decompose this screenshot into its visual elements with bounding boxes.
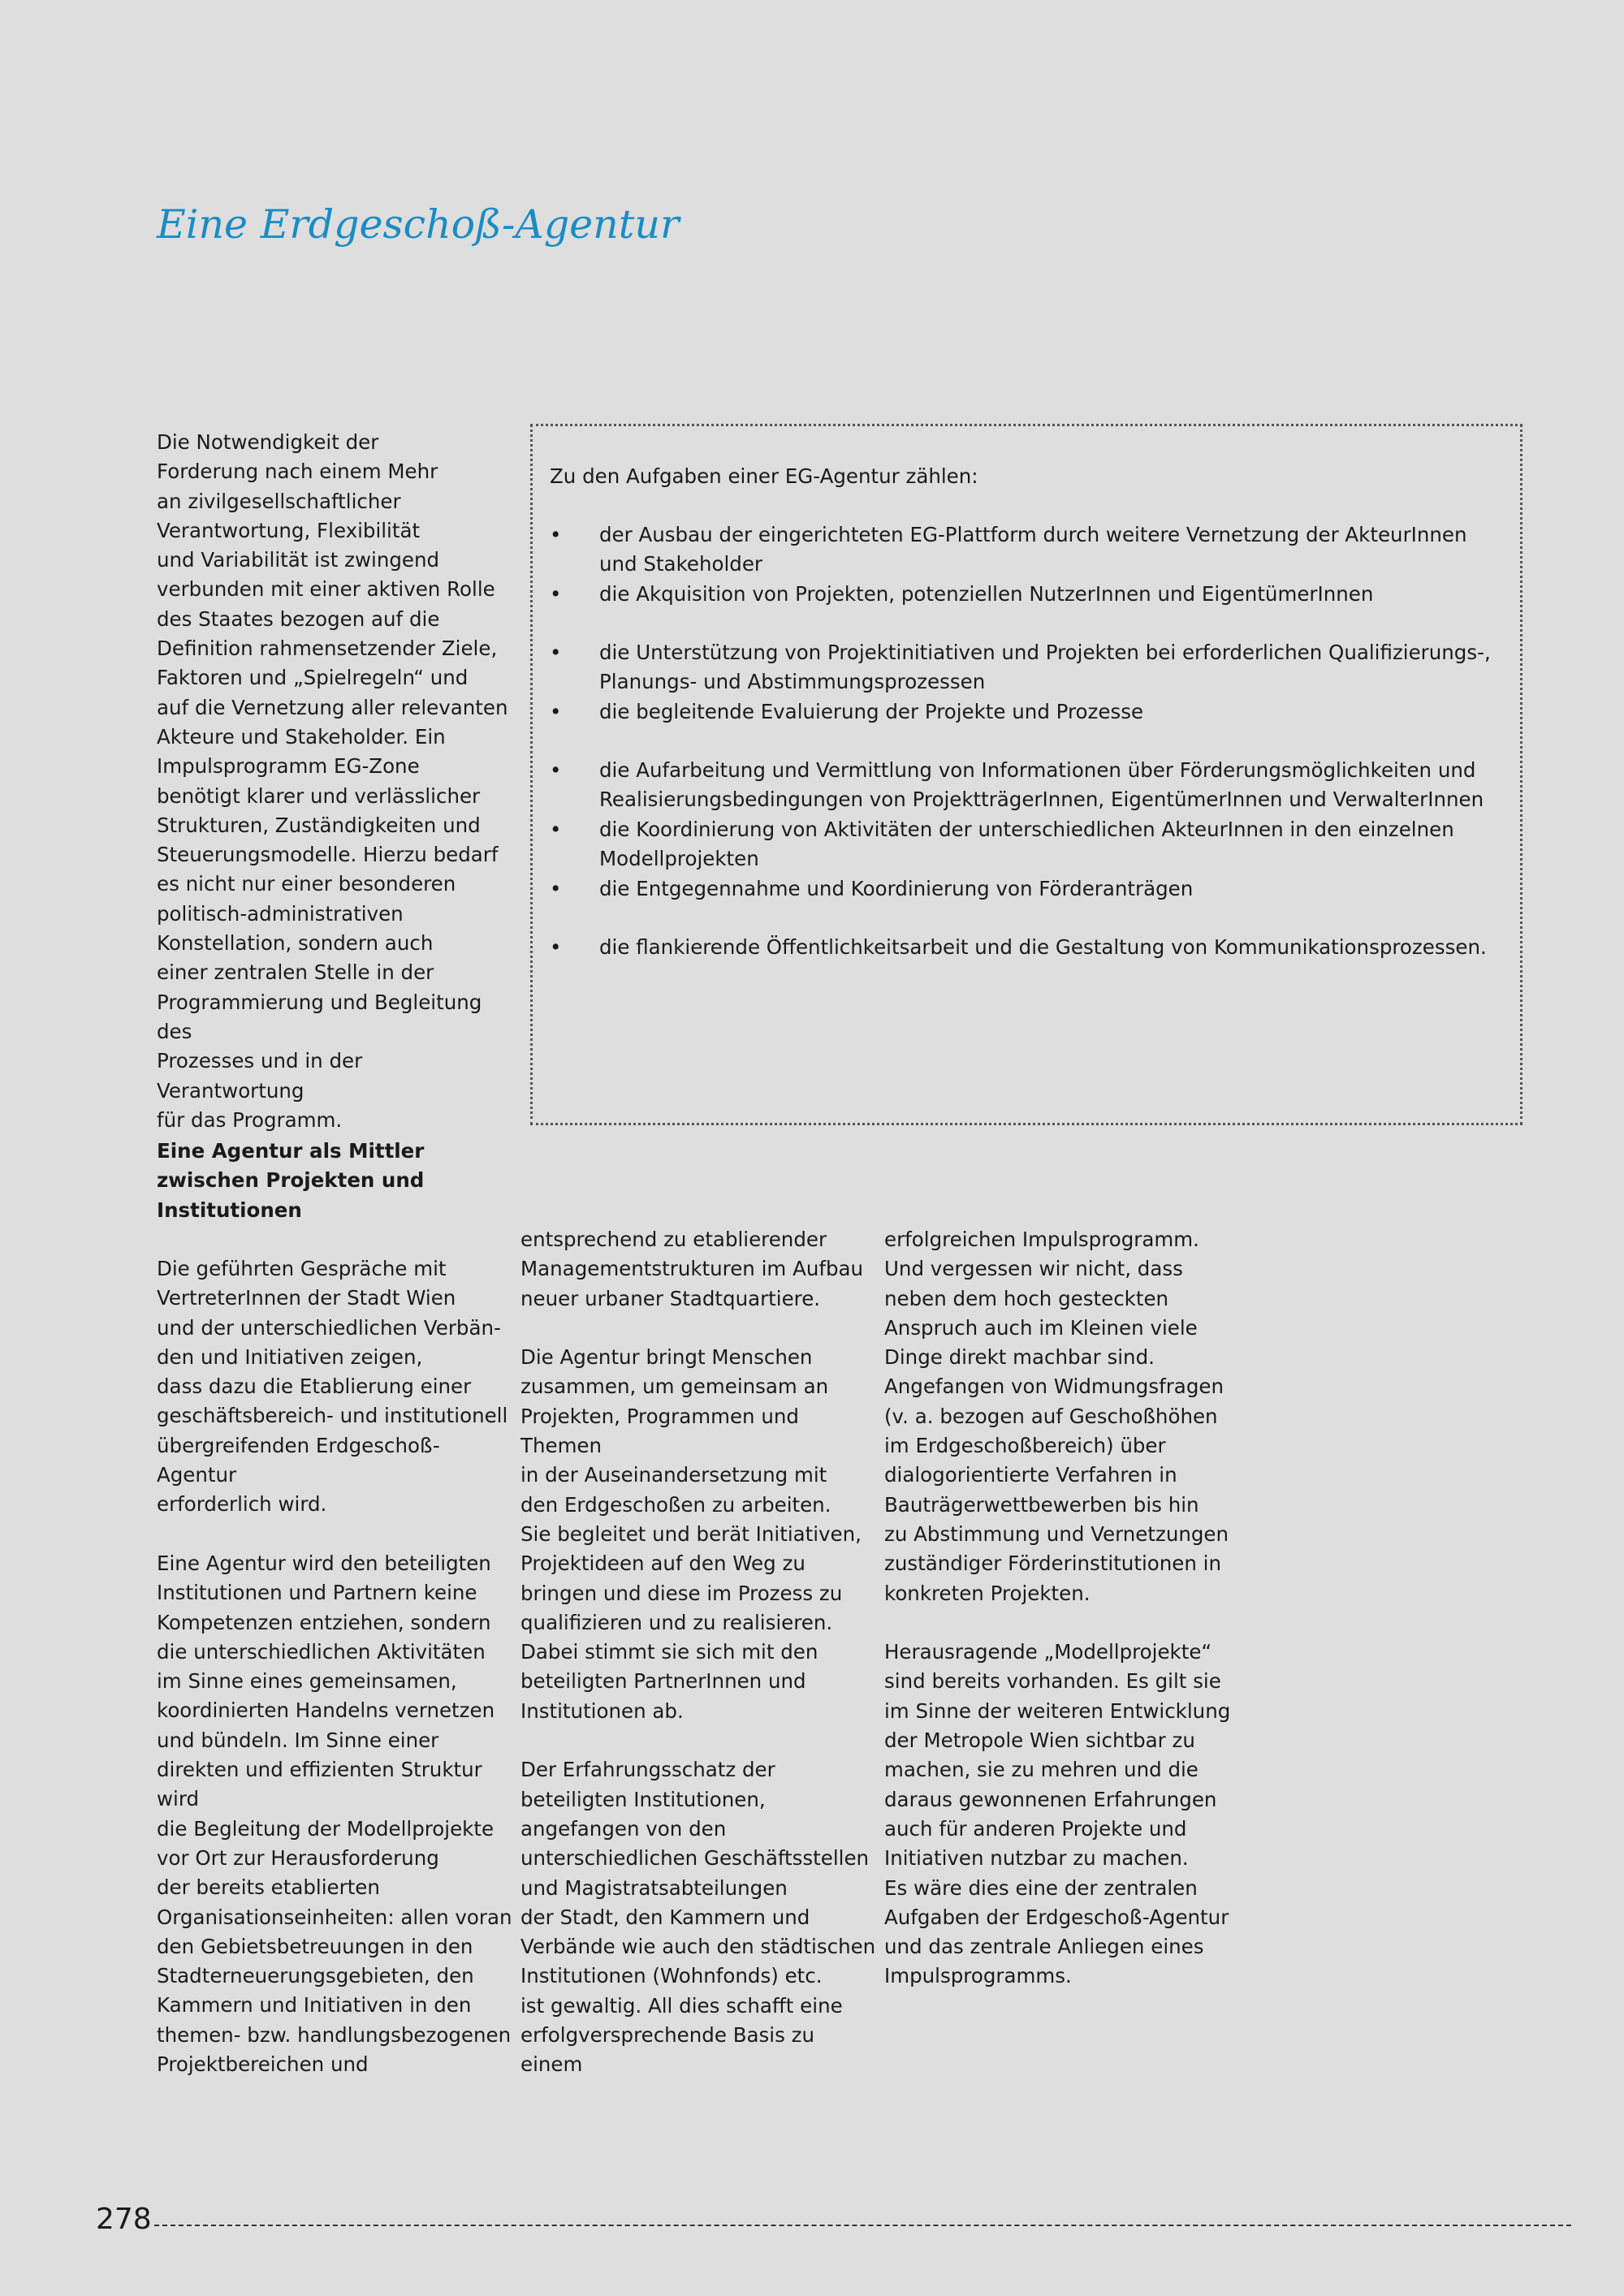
intro-paragraph: Die Notwendigkeit der Forderung nach einem Mehr an zivilgesellschaftlicher Verantwortung, Flexibilität und Variabilität ist zwingend verbunden mit einer aktiven Rolle des Staates bezogen auf die Definition rahmensetzender Ziele, Faktoren und „Spielregeln“ und auf die Vernetzung aller relevanten Akteure und Stakeholder. Ein Impulsprogramm EG-Zone benötigt klarer und verlässlicher Strukturen, Zuständigkeiten und Steuerungsmodelle. Hierzu bedarf es nicht nur einer besonderen politisch-administrativen Konstellation, sondern auch einer zentralen Stelle in der Programmierung und Begleitung des Prozesses und in der Verantwortung für das Programm.	[157, 430, 508, 1132]
bullet-icon: •	[550, 641, 562, 664]
task-text: die Koordinierung von Aktivitäten der unterschiedlichen AkteurInnen in den einzelnen Modellprojekten	[599, 818, 1454, 871]
bullet-icon: •	[550, 523, 562, 546]
bullet-icon: •	[550, 582, 562, 606]
page-number: 278	[96, 2203, 152, 2236]
task-item	[550, 874, 1500, 904]
task-item	[550, 638, 1500, 697]
task-text: die Entgegennahme und Koordinierung von Förderanträgen	[599, 877, 1194, 900]
body-column-2: entsprechend zu etablierender Managementstrukturen im Aufbau neuer urbaner Stadtquartiere. Die Agentur bringt Menschen zusammen, um gemeinsam an Projekten, Programmen und Themen in der Auseinandersetzung mit den Erdgeschoßen zu arbeiten. Sie begleitet und berät Initiativen, Projektideen auf den Weg zu bringen und diese im Prozess zu qualifizieren und zu realisieren. Dabei stimmt sie sich mit den beteiligten PartnerInnen und Institutionen ab. Der Erfahrungsschatz der beteiligten Institutionen, angefangen von den unterschiedlichen Geschäftsstellen und Magistratsabteilungen der Stadt, den Kammern und Verbände wie auch den städtischen Institutionen (Wohnfonds) etc. ist gewaltig. All dies schafft eine erfolgversprechende Basis zu einem	[520, 1228, 876, 2077]
task-text: die Unterstützung von Projektinitiativen und Projekten bei erforderlichen Qualifizierungs-, Planungs- und Abstimmungsprozessen	[599, 641, 1491, 694]
body-column-3: erfolgreichen Impulsprogramm. Und vergessen wir nicht, dass neben dem hoch gesteckten Anspruch auch im Kleinen viele Dinge direkt machbar sind. Angefangen von Widmungsfragen (v. a. bezogen auf Geschoßhöhen im Erdgeschoßbereich) über dialogorientierte Verfahren in Bauträgerwettbewerben bis hin zu Abstimmung und Vernetzungen zuständiger Förderinstitutionen in konkreten Projekten. Herausragende „Modellprojekte“ sind bereits vorhanden. Es gilt sie im Sinne der weiteren Entwicklung der Metropole Wien sichtbar zu machen, sie zu mehren und die daraus gewonnenen Erfahrungen auch für anderen Projekte und Initiativen nutzbar zu machen. Es wäre dies eine der zentralen Aufgaben der Erdgeschoß-Agentur und das zentrale Anliegen eines Impulsprogramms.	[884, 1228, 1231, 1988]
task-text: die begleitende Evaluierung der Projekte und Prozesse	[599, 700, 1144, 723]
task-item	[550, 933, 1500, 962]
task-item	[550, 756, 1500, 815]
page-title: Eine Erdgeschoß-Agentur	[157, 201, 680, 248]
body-column-1: Die geführten Gespräche mit VertreterInnen der Stadt Wien und der unterschiedlichen Verbän- den und Initiativen zeigen, dass dazu die Etablierung einer geschäftsbereich- und institutionell übergreifenden Erdgeschoß-Agentur erforderlich wird. Eine Agentur wird den beteiligten Institutionen und Partnern keine Kompetenzen entziehen, sondern die unterschiedlichen Aktivitäten im Sinne eines gemeinsamen, koordinierten Handelns vernetzen und bündeln. Im Sinne einer direkten und effizienten Struktur wird die Begleitung der Modellprojekte vor Ort zur Herausforderung der bereits etablierten Organisationseinheiten: allen voran den Gebietsbetreuungen in den Stadterneuerungsgebieten, den Kammern und Initiativen in den themen- bzw. handlungsbezogenen Projektbereichen und	[157, 1257, 512, 2077]
bullet-icon: •	[550, 877, 562, 900]
task-item	[550, 697, 1500, 727]
section-heading: Eine Agentur als Mittler zwischen Projekten und Institutionen	[157, 1139, 425, 1222]
footer-divider	[154, 2225, 1571, 2226]
tasks-box	[530, 424, 1522, 1125]
bullet-icon: •	[550, 758, 562, 782]
bullet-icon: •	[550, 818, 562, 841]
task-item	[550, 520, 1500, 580]
task-text: die flankierende Öffentlichkeitsarbeit und die Gestaltung von Kommunikationsprozessen.	[599, 935, 1487, 959]
task-text: die Akquisition von Projekten, potenziellen NutzerInnen und EigentümerInnen	[599, 582, 1374, 606]
task-text: die Aufarbeitung und Vermittlung von Informationen über Förderungsmöglichkeiten und Realisierungsbedingungen von ProjektträgerInnen, EigentümerInnen und VerwalterInnen	[599, 758, 1484, 812]
task-item	[550, 580, 1500, 609]
bullet-icon: •	[550, 935, 562, 959]
task-text: der Ausbau der eingerichteten EG-Plattform durch weitere Vernetzung der AkteurInnen und Stakeholder	[599, 523, 1467, 576]
task-item	[550, 815, 1500, 874]
bullet-icon: •	[550, 700, 562, 723]
tasks-intro: Zu den Aufgaben einer EG-Agentur zählen:	[550, 464, 978, 488]
